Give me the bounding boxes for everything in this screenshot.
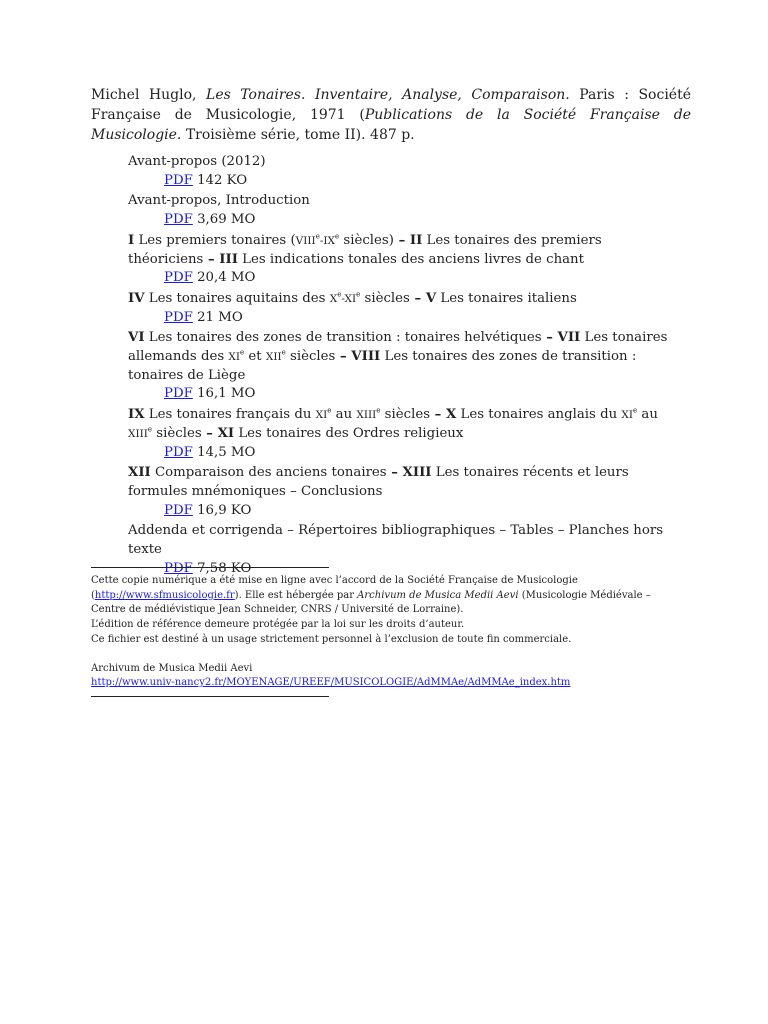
entry-file bbox=[164, 211, 673, 230]
citation-title: Les Tonaires. Inventaire, Analyse, Comparaison. bbox=[206, 87, 570, 103]
entry-title bbox=[128, 329, 673, 385]
pdf-link[interactable]: PDF bbox=[164, 502, 193, 518]
chapter-number: II bbox=[409, 232, 423, 248]
toc-entry bbox=[128, 153, 673, 190]
separator: – bbox=[409, 290, 426, 306]
pdf-link[interactable]: PDF bbox=[164, 309, 193, 325]
file-size: 16,9 KO bbox=[192, 502, 252, 518]
chapter-number: VII bbox=[557, 330, 581, 346]
citation-publisher: Paris : Société Française de Musicologie, 1971 ( bbox=[91, 87, 692, 123]
chapter-title: Les tonaires des zones de transition : tonaires de Liège bbox=[128, 349, 637, 383]
chapter-title: au bbox=[637, 407, 658, 423]
entry-file bbox=[164, 309, 673, 328]
entry-title: Avant-propos, Introduction bbox=[128, 193, 310, 209]
pdf-link[interactable]: PDF bbox=[164, 270, 193, 286]
footer-text: ). Elle est hébergée par bbox=[234, 589, 358, 601]
toc-entry bbox=[128, 290, 673, 327]
century-numeral: VIII bbox=[295, 234, 316, 247]
footer-line: Cette copie numérique a été mise en ligne avec l’accord de la Société Française de Musicologie bbox=[91, 575, 578, 586]
entry-file bbox=[164, 502, 673, 521]
pdf-link[interactable]: PDF bbox=[164, 560, 193, 576]
toc-entry bbox=[128, 329, 673, 404]
citation-series-rest: Troisième série, tome II). 487 p. bbox=[181, 127, 415, 143]
chapter-title: et bbox=[244, 349, 266, 365]
chapter-number: VI bbox=[128, 330, 145, 346]
century-numeral: XIII bbox=[128, 427, 148, 440]
footer-divider bbox=[91, 696, 329, 697]
footer-text: (Musicologie Médiévale – bbox=[518, 589, 651, 601]
chapter-title: Les tonaires des Ordres religieux bbox=[234, 425, 464, 441]
chapter-title: Les tonaires français du bbox=[144, 407, 316, 423]
file-size: 16,1 MO bbox=[192, 386, 256, 402]
file-size: 142 KO bbox=[192, 172, 248, 188]
separator: – bbox=[203, 251, 220, 267]
ordinal-suffix: e bbox=[281, 348, 286, 357]
entry-title bbox=[128, 406, 673, 443]
pdf-link[interactable]: PDF bbox=[164, 386, 193, 402]
chapter-number: XI bbox=[217, 425, 235, 441]
footer-line: Ce fichier est destiné à un usage strictement personnel à l’exclusion de toute fin commerciale. bbox=[91, 633, 572, 645]
chapter-title: Les tonaires anglais du bbox=[456, 407, 622, 423]
chapter-title: siècles bbox=[152, 425, 202, 441]
entry-title bbox=[128, 232, 673, 269]
entry-title: Addenda et corrigenda – Répertoires bibliographiques – Tables – Planches hors texte bbox=[128, 523, 664, 558]
entry-file bbox=[164, 444, 673, 463]
separator: – bbox=[386, 465, 403, 481]
chapter-number: IX bbox=[128, 407, 145, 423]
chapter-title: au bbox=[331, 407, 357, 423]
chapter-title: Les tonaires récents et leurs formules mnémoniques – Conclusions bbox=[128, 465, 629, 499]
citation-author: Michel Huglo, bbox=[91, 87, 207, 103]
file-size: 7,58 KO bbox=[192, 560, 252, 576]
ordinal-suffix: e bbox=[633, 406, 638, 415]
entry-title: Avant-propos (2012) bbox=[128, 154, 266, 169]
file-size: 20,4 MO bbox=[192, 270, 256, 286]
table-of-contents bbox=[128, 153, 673, 580]
chapter-title: Les premiers tonaires ( bbox=[134, 232, 296, 248]
ordinal-suffix: e bbox=[315, 232, 320, 241]
century-numeral: X bbox=[329, 292, 338, 305]
footer-divider bbox=[91, 567, 329, 568]
archive-title: Archivum de Musica Medii Aevi bbox=[91, 662, 253, 674]
file-size: 21 MO bbox=[192, 309, 243, 325]
archive-link[interactable]: http://www.univ-nancy2.fr/MOYENAGE/UREEF/MUSICOLOGIE/AdMMAe/AdMMAe_index.htm bbox=[91, 677, 571, 689]
ordinal-suffix: e bbox=[337, 290, 342, 299]
footer-line: Centre de médiévistique Jean Schneider, CNRS / Université de Lorraine). bbox=[91, 604, 464, 616]
pdf-link[interactable]: PDF bbox=[164, 172, 193, 188]
century-numeral: XI bbox=[228, 351, 241, 364]
century-numeral: -XI bbox=[341, 292, 357, 305]
chapter-number: III bbox=[219, 251, 238, 267]
entry-file bbox=[164, 172, 673, 191]
separator: – bbox=[201, 425, 218, 441]
chapter-title: Les tonaires allemands des bbox=[128, 330, 668, 365]
chapter-title: siècles bbox=[380, 407, 431, 423]
file-size: 3,69 MO bbox=[192, 212, 256, 228]
chapter-title: siècles) bbox=[339, 232, 394, 248]
chapter-title: Les indications tonales des anciens livres de chant bbox=[237, 251, 584, 267]
chapter-number: V bbox=[425, 290, 437, 306]
century-numeral: XII bbox=[265, 351, 282, 364]
toc-entry bbox=[128, 232, 673, 288]
pdf-link[interactable]: PDF bbox=[164, 212, 193, 228]
separator: – bbox=[430, 407, 446, 423]
ordinal-suffix: e bbox=[376, 406, 381, 415]
pdf-link[interactable]: PDF bbox=[164, 444, 193, 460]
chapter-number: VIII bbox=[351, 349, 381, 365]
ordinal-suffix: e bbox=[147, 425, 153, 434]
toc-entry bbox=[128, 406, 673, 462]
chapter-title: siècles bbox=[285, 349, 336, 365]
footer-italic: Archivum de Musica Medii Aevi bbox=[357, 589, 519, 601]
century-numeral: XI bbox=[621, 409, 634, 422]
copyright-footer bbox=[91, 567, 661, 697]
sfmusicologie-link[interactable]: http://www.sfmusicologie.fr bbox=[94, 589, 235, 601]
chapter-title: Les tonaires des premiers théoriciens bbox=[128, 232, 602, 267]
citation-series: Publications de la Société Française de Musicologie. bbox=[91, 107, 691, 143]
toc-entry bbox=[128, 464, 673, 520]
chapter-number: IV bbox=[128, 290, 145, 306]
entry-title bbox=[128, 290, 673, 309]
entry-file bbox=[164, 269, 673, 288]
century-numeral: -IX bbox=[319, 234, 336, 247]
footer-line: L’édition de référence demeure protégée par la loi sur les droits d’auteur. bbox=[91, 619, 465, 631]
citation bbox=[91, 85, 691, 145]
chapter-number: I bbox=[128, 232, 135, 248]
chapter-title: Comparaison des anciens tonaires bbox=[150, 465, 387, 481]
chapter-title: Les tonaires aquitains des bbox=[144, 290, 330, 306]
file-size: 14,5 MO bbox=[192, 444, 256, 460]
entry-title bbox=[128, 464, 673, 501]
century-numeral: XIII bbox=[356, 409, 377, 422]
century-numeral: XI bbox=[315, 409, 328, 422]
ordinal-suffix: e bbox=[335, 232, 340, 241]
toc-entry bbox=[128, 192, 673, 229]
chapter-title: siècles bbox=[360, 290, 410, 306]
chapter-number: XII bbox=[128, 465, 151, 481]
chapter-number: XIII bbox=[402, 465, 432, 481]
separator: – bbox=[393, 232, 410, 248]
chapter-number: X bbox=[445, 407, 457, 423]
ordinal-suffix: e bbox=[327, 406, 332, 415]
chapter-title: Les tonaires italiens bbox=[436, 290, 577, 306]
chapter-title: Les tonaires des zones de transition : tonaires helvétiques bbox=[144, 330, 542, 346]
ordinal-suffix: e bbox=[240, 348, 245, 357]
footer-line bbox=[91, 589, 661, 604]
separator: – bbox=[541, 330, 558, 346]
footer-line bbox=[91, 676, 661, 691]
entry-file bbox=[164, 385, 673, 404]
separator: – bbox=[335, 349, 352, 365]
footer-text: ( bbox=[91, 589, 95, 601]
ordinal-suffix: e bbox=[356, 290, 361, 299]
